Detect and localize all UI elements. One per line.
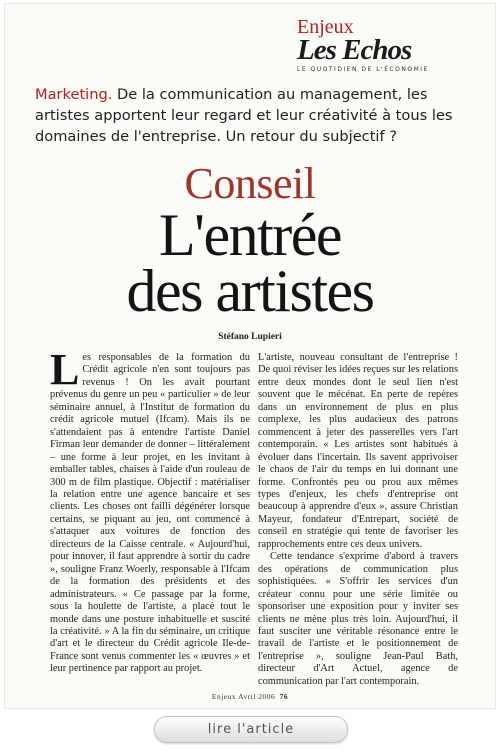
standfirst-text: De la communication au management, les artistes apportent leur regard et leur créativité à tous les domaines de l'entreprise. Un retour du subjectif ? — [35, 86, 453, 145]
folio-issue: Enjeux Avril 2006 — [211, 692, 276, 701]
headline — [0, 202, 500, 324]
standfirst-kicker: Marketing. — [35, 86, 113, 103]
byline: Stéfano Lupieri — [218, 332, 282, 342]
headline-line-2: des artistes — [126, 258, 374, 324]
section-title: Conseil — [184, 159, 316, 208]
page-folio — [0, 692, 500, 701]
article-column-left — [50, 345, 250, 676]
read-article-button[interactable]: lire l'article — [154, 716, 348, 743]
les-echos-wordmark: Les Echos — [297, 34, 412, 66]
article-paragraph: L'artiste, nouveau consultant de l'entreprise ! De quoi réviser les idées reçues sur les relations entre deux mondes dont le seul lien n'est souvent que le mécénat. En perte de repères dans un environnement de plus en plus complexe, les plus audacieux des patrons commencent à jeter des passerelles vers l'art contemporain. « Les artistes sont habitués à évoluer dans l'incertain. Ils savent apprivoiser le chaos de l'air du temps en lui donnant une forme. Confrontés peu ou prou aux mêmes types d'enjeux, les chefs d'entreprise ont beaucoup à apprendre d'eux », assure Christian Mayeur, fondateur d'Entrepart, société de conseil en stratégie qui tente de favoriser les rapprochements entre ces deux univers. — [258, 352, 458, 550]
masthead-logo — [297, 18, 457, 73]
article-paragraph: Les responsables de la formation du Crédit agricole n'en sont toujours pas revenus ! On les avait pourtant prévenus du genre un peu « particulier » de leur séminaire annuel, à l'Institut de formation du crédit agricole mutuel (Ifcam). Mais ils ne s'attendaient pas à entendre l'artiste Daniel Firman leur demander de donner – littéralement – une forme à leur projet, en les invitant à emballer tables, chaises à l'aide d'un rouleau de 300 m de film plastique. Objectif : matérialiser la relation entre une agence bancaire et ses clients. Les choses ont failli dégénérer lorsque certains, se piquant au jeu, ont commencé à s'attaquer aux voitures de fonction des directeurs de la Caisse centrale. « Aujourd'hui, pour innover, il faut apprendre à sortir du cadre », souligne Franz Woerly, responsable à l'Ifcam de la formation des présidents et des administrateurs. « Ce passage par la forme, sous la houlette de l'artiste, a placé tout le monde dans une posture inhabituelle et suscité la créativité. » A la fin du séminaire, un critique d'art et le directeur du Crédit agricole Ile-de-France sont venus commenter les « œuvres » et leur pertinence par rapport au projet. — [50, 345, 250, 675]
masthead-tagline: LE QUOTIDIEN DE L'ÉCONOMIE — [297, 66, 429, 73]
folio-page-number: 76 — [279, 692, 289, 701]
enjeux-wordmark: Enjeux — [297, 16, 354, 38]
article-paragraph: Cette tendance s'exprime d'abord à travers des opérations de communication plus sophistiquées. « S'offrir les services d'un créateur connu pour une série limitée ou sponsoriser une exposition pour y inviter ses clients ne mène plus très loin. Aujourd'hui, il faut susciter une véritable résonance entre le travail de l'artiste et le positionnement de l'entreprise », souligne Jean-Paul Bath, directeur d'Art Actuel, agence de communication par l'art contemporain. — [258, 551, 458, 687]
article-column-right — [258, 352, 458, 688]
standfirst — [35, 84, 475, 147]
headline-line-1: L'entrée — [158, 202, 341, 268]
dropcap: L — [50, 345, 80, 394]
